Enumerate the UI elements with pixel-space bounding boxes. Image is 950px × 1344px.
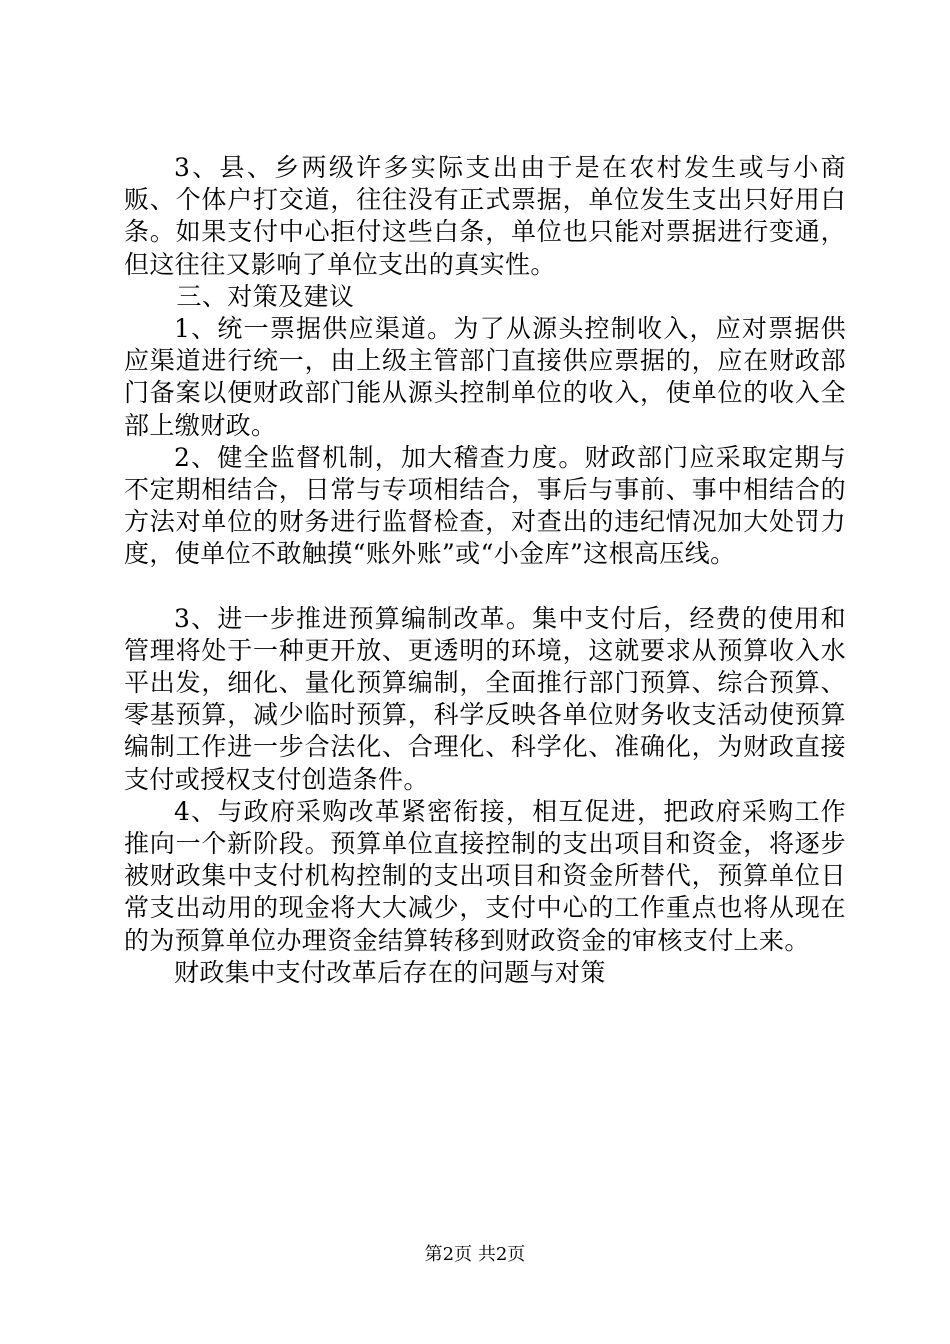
paragraph-budget-reform: 3、进一步推进预算编制改革。集中支付后，经费的使用和管理将处于一种更开放、更透明的环境，这就要求从预算收入水平出发，细化、量化预算编制，全面推行部门预算、综合预算、零基预算，减少临时预算，科学反映各单位财务收支活动使预算编制工作进一步合法化、合理化、科学化、准确化，为财政直接支付或授权支付创造条件。: [124, 603, 846, 794]
paragraph-government-procurement: 4、与政府采购改革紧密衔接，相互促进，把政府采购工作推向一个新阶段。预算单位直接控制的支出项目和资金，将逐步被财政集中支付机构控制的支出项目和资金所替代，预算单位日常支出动用的现金将大大减少，支付中心的工作重点也将从现在的为预算单位办理资金结算转移到财政资金的审核支付上来。: [124, 796, 846, 955]
paragraph-supervision-mechanism: 2、健全监督机制，加大稽查力度。财政部门应采取定期与不定期相结合，日常与专项相结合，事后与事前、事中相结合的方法对单位的财务进行监督检查，对查出的违纪情况加大处罚力度，使单位不敢触摸“账外账”或“小金库”这根高压线。: [124, 442, 846, 569]
section-heading-countermeasures: 三、对策及建议: [176, 281, 355, 311]
paragraph-document-title: 财政集中支付改革后存在的问题与对策: [174, 957, 606, 987]
paragraph-unify-receipt-supply: 1、统一票据供应渠道。为了从源头控制收入，应对票据供应渠道进行统一，由上级主管部门直接供应票据的，应在财政部门备案以便财政部门能从源头控制单位的收入，使单位的收入全部上缴财政。: [124, 314, 846, 440]
paragraph-white-slip-issue: 3、县、乡两级许多实际支出由于是在农村发生或与小商贩、个体户打交道，往往没有正式票据，单位发生支出只好用白条。如果支付中心拒付这些白条，单位也只能对票据进行变通，但这往往又影响了单位支出的真实性。: [124, 153, 846, 279]
document-body: [124, 152, 846, 989]
page-number-footer: 第2页 共2页: [424, 1244, 526, 1265]
